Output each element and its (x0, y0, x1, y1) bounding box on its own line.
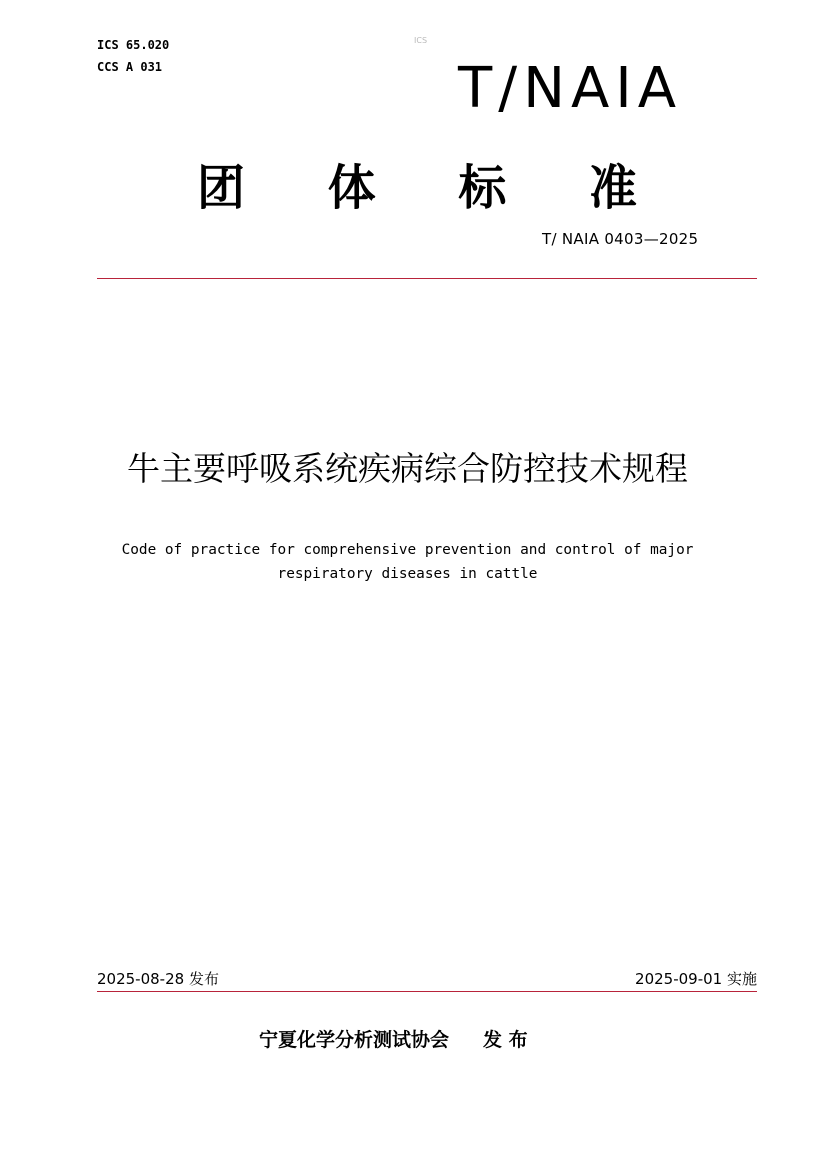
standard-type-char-2: 体 (327, 160, 376, 216)
standard-type-char-3: 标 (458, 160, 507, 216)
ccs-code: CCS A 031 (97, 60, 163, 74)
bottom-divider (97, 991, 757, 992)
standard-logo: T/NAIA (458, 56, 683, 121)
faint-ics-mark: ICS (414, 36, 428, 45)
title-english (0, 538, 815, 586)
standard-type-title (197, 158, 637, 218)
ics-code: ICS 65.020 (97, 38, 170, 52)
standard-type-char-1: 团 (197, 160, 246, 216)
title-english-line-2: respiratory diseases in cattle (277, 566, 538, 582)
standard-type-char-4: 准 (588, 160, 637, 216)
publisher-action: 发 布 (483, 1029, 528, 1051)
title-chinese: 牛主要呼吸系统疾病综合防控技术规程 (127, 449, 688, 488)
standard-number: T/ NAIA 0403—2025 (542, 230, 699, 248)
issue-date: 2025-08-28 发布 (97, 970, 219, 988)
top-divider (97, 278, 757, 279)
title-english-line-1: Code of practice for comprehensive prevention and control of major (121, 542, 694, 558)
implementation-date: 2025-09-01 实施 (635, 970, 757, 988)
publisher-name: 宁夏化学分析测试协会 (259, 1029, 450, 1051)
publisher (259, 1025, 528, 1052)
